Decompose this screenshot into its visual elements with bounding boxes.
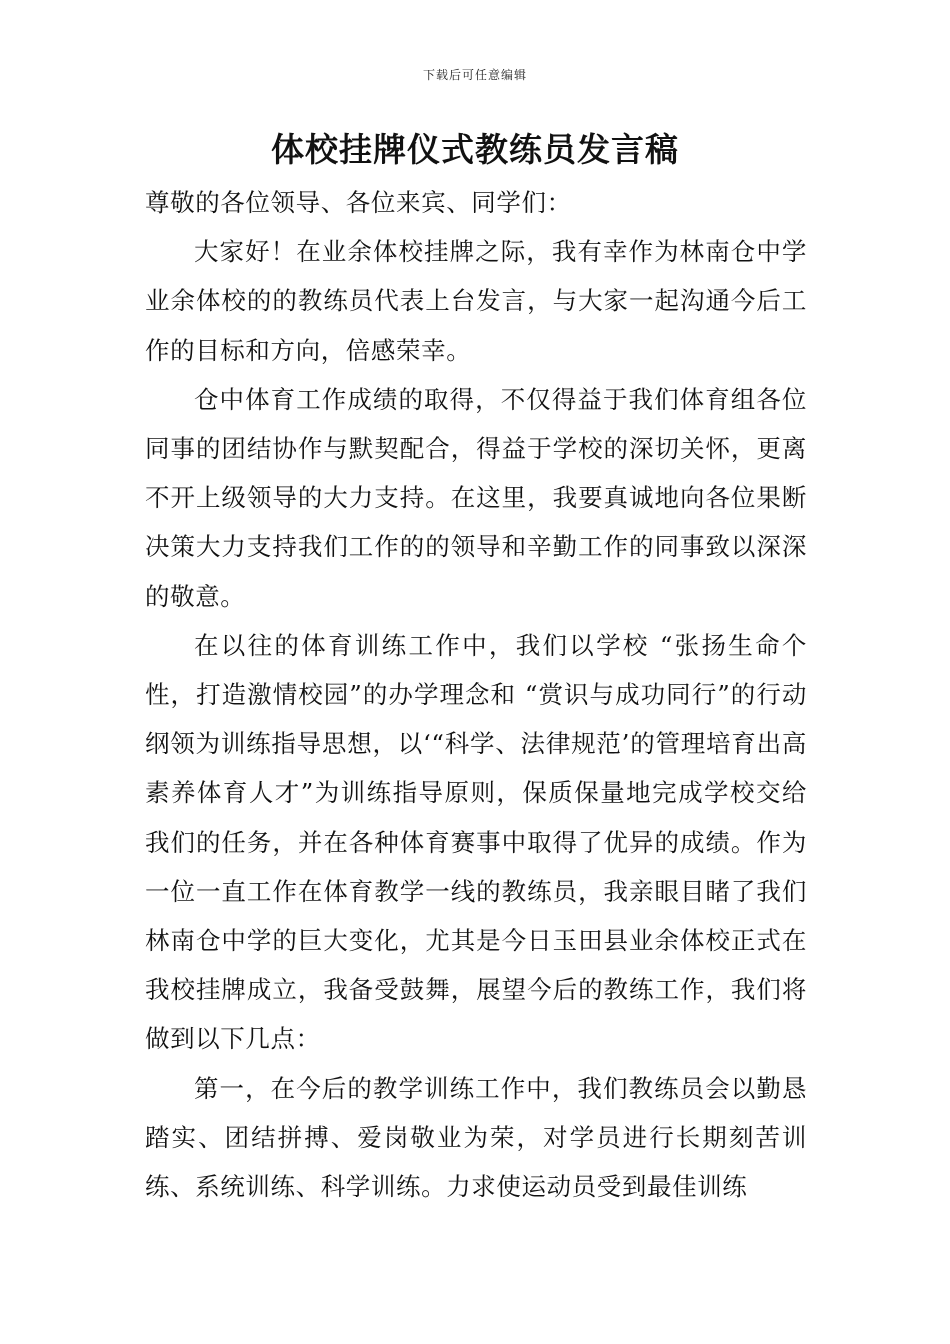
- document-body: [145, 178, 807, 1211]
- paragraph-first-point: 第一，在今后的教学训练工作中，我们教练员会以勤恳踏实、团结拼搏、爱岗敬业为荣，对学员进行长期刻苦训练、系统训练、科学训练。力求使运动员受到最佳训练: [145, 1073, 807, 1202]
- paragraph-greeting: 大家好！在业余体校挂牌之际，我有幸作为林南仓中学业余体校的的教练员代表上台发言，与大家一起沟通今后工作的目标和方向，倍感荣幸。: [145, 237, 807, 365]
- paragraph-achievements: 在以往的体育训练工作中，我们以学校 “张扬生命个性，打造激情校园”的办学理念和 “赏识与成功同行”的行动纲领为训练指导思想，以‘“科学、法律规范’的管理培育出高素养体育人才”为训练指导原则，保质保量地完成学校交给我们的任务，并在各种体育赛事中取得了优异的成绩。作为一位一直工作在体育教学一线的教练员，我亲眼目睹了我们林南仓中学的巨大变化，尤其是今日玉田县业余体校正式在我校挂牌成立，我备受鼓舞，展望今后的教练工作，我们将做到以下几点：: [145, 630, 807, 1054]
- document-title: 体校挂牌仪式教练员发言稿: [271, 130, 679, 169]
- page-header-note: 下载后可任意编辑: [422, 68, 527, 82]
- salutation: 尊敬的各位领导、各位来宾、同学们：: [145, 188, 572, 217]
- paragraph-acknowledgement: 仓中体育工作成绩的取得，不仅得益于我们体育组各位同事的团结协作与默契配合，得益于学校的深切关怀，更离不开上级领导的大力支持。在这里，我要真诚地向各位果断决策大力支持我们工作的的领导和辛勤工作的同事致以深深的敬意。: [145, 384, 807, 611]
